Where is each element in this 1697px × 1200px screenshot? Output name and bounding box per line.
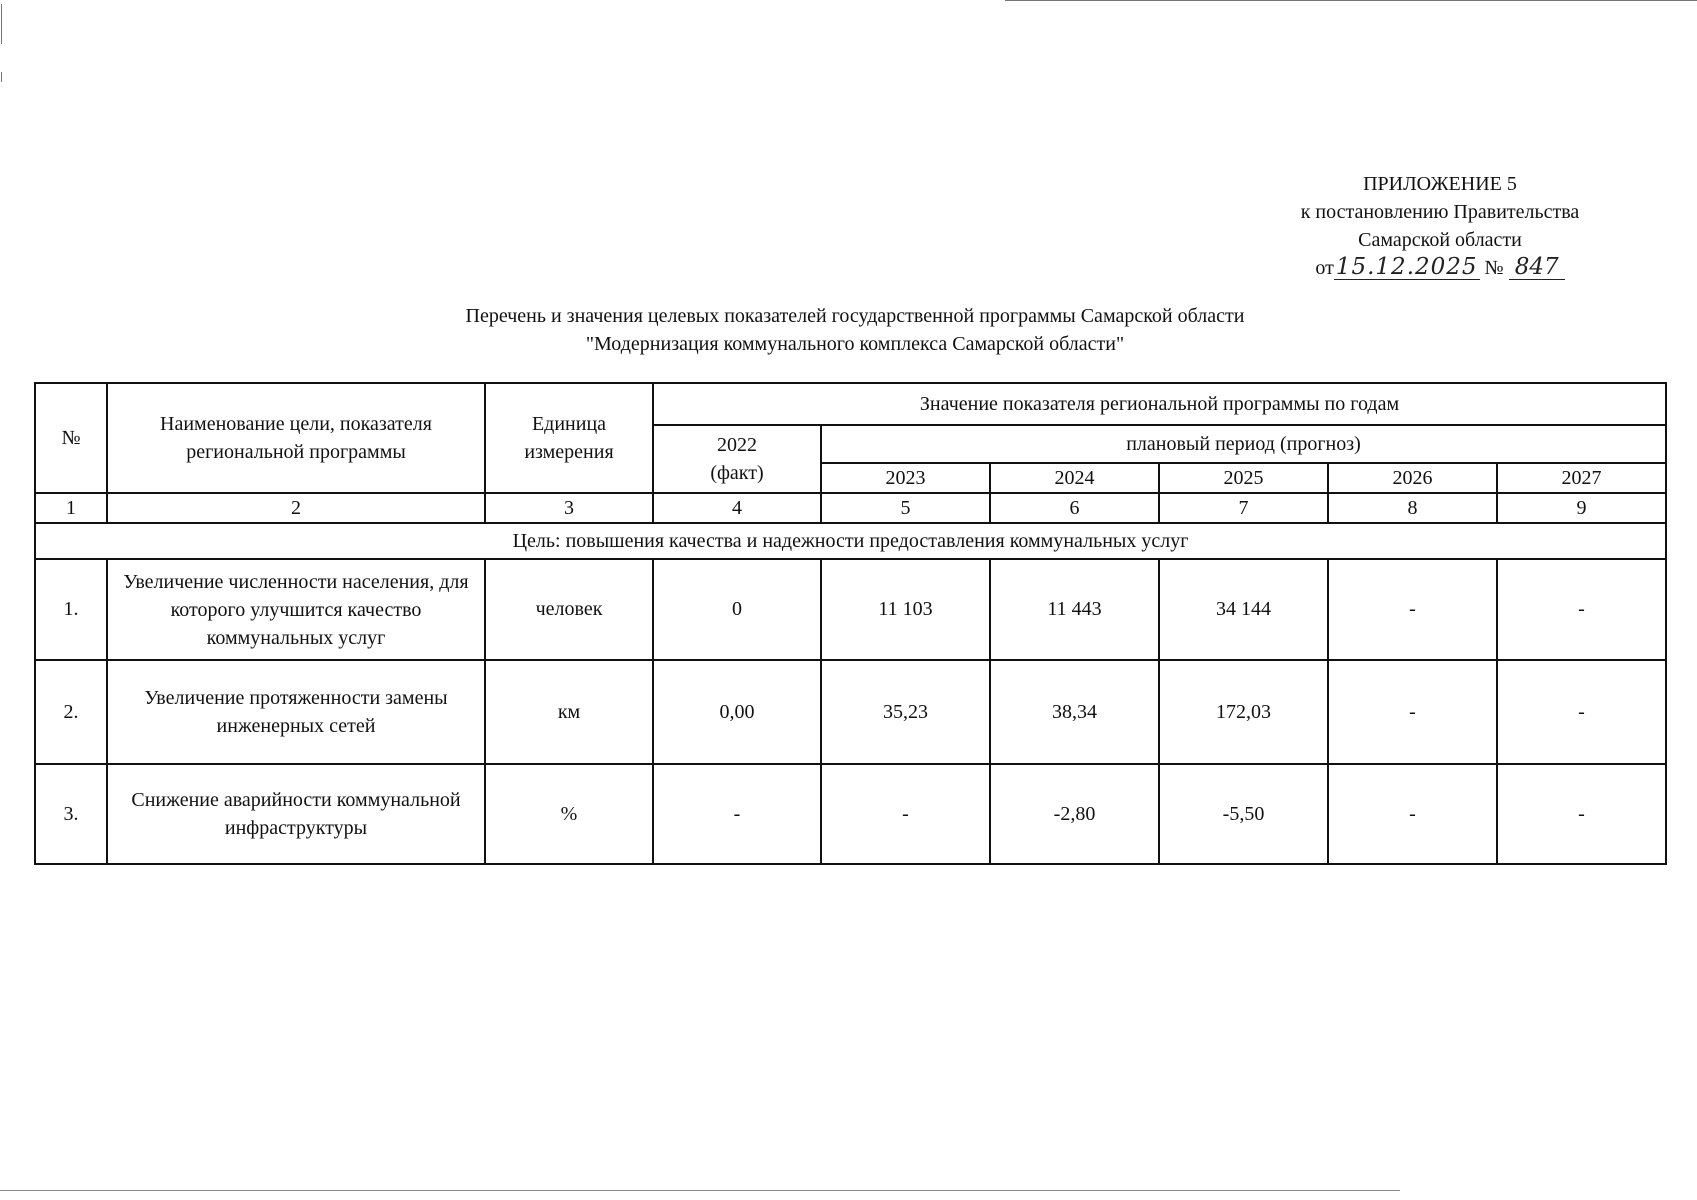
indicator-name: Увеличение численности населения, для которого улучшится качество коммунальных услуг [107,559,485,660]
handwritten-number: 847 [1509,255,1565,280]
header-year-2024: 2024 [990,463,1159,493]
row-number: 3. [35,764,107,864]
indicator-name: Увеличение протяженности замены инженерных сетей [107,660,485,764]
value-2026: - [1328,764,1497,864]
goal-row [35,523,1666,559]
header-name: Наименование цели, показателя региональной программы [107,383,485,493]
header-year-2025: 2025 [1159,463,1328,493]
header-year-2027: 2027 [1497,463,1666,493]
value-2026: - [1328,559,1497,660]
appendix-line-region: Самарской области [1358,229,1522,251]
value-2022: - [653,764,821,864]
date-prefix: от [1315,257,1334,279]
header-plan-group: плановый период (прогноз) [821,425,1666,463]
value-2024: 38,34 [990,660,1159,764]
handwritten-date: 15.12.2025 [1335,254,1478,280]
header-fact-year [653,425,821,493]
scan-mark [1,72,2,82]
value-2023: 35,23 [821,660,990,764]
header-row-1 [35,383,1666,425]
column-number-row [35,493,1666,523]
row-number: 1. [35,559,107,660]
document-title-line-1: Перечень и значения целевых показателей государственной программы Самарской области [465,305,1245,327]
value-2022: 0 [653,559,821,660]
indicator-unit: % [485,764,653,864]
table-row [35,559,1666,660]
column-number: 1 [35,493,107,523]
header-year-2023: 2023 [821,463,990,493]
indicator-name: Снижение аварийности коммунальной инфраструктуры [107,764,485,864]
value-2026: - [1328,660,1497,764]
value-2023: - [821,764,990,864]
document-title [290,302,1420,358]
goal-text: Цель: повышения качества и надежности предоставления коммунальных услуг [35,523,1666,559]
appendix-title: ПРИЛОЖЕНИЕ 5 [1363,173,1517,195]
value-2027: - [1497,559,1666,660]
header-no: № [35,383,107,493]
column-number: 7 [1159,493,1328,523]
value-2024: -2,80 [990,764,1159,864]
table-row [35,764,1666,864]
scan-edge-left [1,4,2,44]
value-2024: 11 443 [990,559,1159,660]
row-number: 2. [35,660,107,764]
value-2027: - [1497,764,1666,864]
value-2025: 34 144 [1159,559,1328,660]
value-2022: 0,00 [653,660,821,764]
header-unit: Единица измерения [485,383,653,493]
indicator-unit: км [485,660,653,764]
number-prefix: № [1484,257,1504,279]
scan-edge-top [1005,0,1697,1]
column-number: 8 [1328,493,1497,523]
value-2025: 172,03 [1159,660,1328,764]
appendix-block [1230,170,1650,282]
value-2025: -5,50 [1159,764,1328,864]
header-year-2026: 2026 [1328,463,1497,493]
scan-edge-bottom [0,1190,1400,1191]
value-2027: - [1497,660,1666,764]
column-number: 5 [821,493,990,523]
document-title-line-2: "Модернизация коммунального комплекса Самарской области" [585,333,1125,355]
column-number: 3 [485,493,653,523]
appendix-date-row [1230,254,1650,282]
column-number: 4 [653,493,821,523]
column-number: 9 [1497,493,1666,523]
value-2023: 11 103 [821,559,990,660]
appendix-line-resolution: к постановлению Правительства [1300,201,1580,223]
table-row [35,660,1666,764]
header-values-group: Значение показателя региональной программы по годам [653,383,1666,425]
indicator-unit: человек [485,559,653,660]
column-number: 6 [990,493,1159,523]
indicators-table [34,382,1667,865]
fact-label: (факт) [710,462,764,484]
column-number: 2 [107,493,485,523]
fact-year: 2022 [717,434,757,456]
